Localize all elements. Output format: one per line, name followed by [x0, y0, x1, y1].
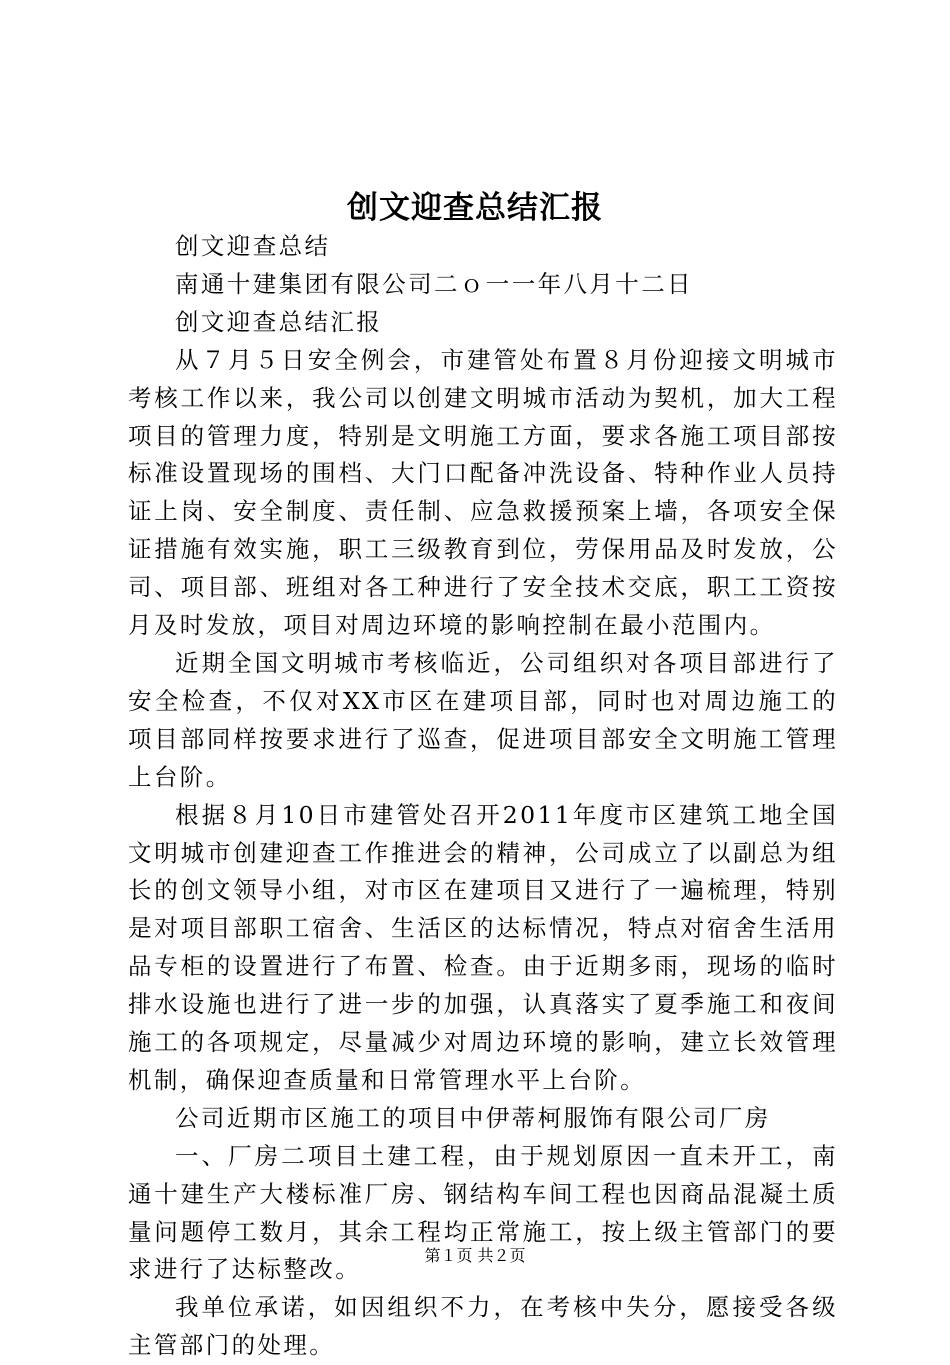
paragraph-factory-status: 一、厂房二项目土建工程，由于规划原因一直未开工，南通十建生产大楼标准厂房、钢结构车间工程也因商品混凝土质量问题停工数月，其余工程均正常施工，按上级主管部门的要求进行了达标整改。 — [128, 1141, 838, 1284]
paragraph-company-date: 南通十建集团有限公司二ｏ一一年八月十二日 — [175, 269, 693, 298]
paragraph-projects: 公司近期市区施工的项目中伊蒂柯服饰有限公司厂房 — [175, 1103, 771, 1132]
paragraph-subtitle: 创文迎查总结汇报 — [175, 307, 383, 336]
paragraph-inspection: 近期全国文明城市考核临近，公司组织对各项目部进行了安全检查，不仅对XX市区在建项目部，同时也对周边施工的项目部同样按要求进行了巡查，促进项目部安全文明施工管理上台阶。 — [128, 648, 838, 791]
paragraph-promotion-meeting: 根据８月10日市建管处召开2011年度市区建筑工地全国文明城市创建迎查工作推进会的精神，公司成立了以副总为组长的创文领导小组，对市区在建项目又进行了一遍梳理，特别是对项目部职工宿舍、生活区的达标情况，特点对宿舍生活用品专柜的设置进行了布置、检查。由于近期多雨，现场的临时排水设施也进行了进一步的加强，认真落实了夏季施工和夜间施工的各项规定，尽量减少对周边环境的影响，建立长效管理机制，确保迎查质量和日常管理水平上台阶。 — [128, 800, 838, 1094]
paragraph-commitment: 我单位承诺，如因组织不力，在考核中失分，愿接受各级主管部门的处理。 — [128, 1293, 838, 1360]
paragraph-heading-short: 创文迎查总结 — [175, 232, 331, 260]
page-footer: 第１页 共２页 — [424, 1246, 526, 1265]
paragraph-safety-meeting: 从７月５日安全例会，市建管处布置８月份迎接文明城市考核工作以来，我公司以创建文明城市活动为契机，加大工程项目的管理力度，特别是文明施工方面，要求各施工项目部按标准设置现场的围档、大门口配备冲洗设备、特种作业人员持证上岗、安全制度、责任制、应急救援预案上墙，各项安全保证措施有效实施，职工三级教育到位，劳保用品及时发放，公司、项目部、班组对各工种进行了安全技术交底，职工工资按月及时发放，项目对周边环境的影响控制在最小范围内。 — [128, 345, 838, 640]
document-title: 创文迎查总结汇报 — [347, 190, 603, 226]
document-body — [128, 228, 838, 1365]
